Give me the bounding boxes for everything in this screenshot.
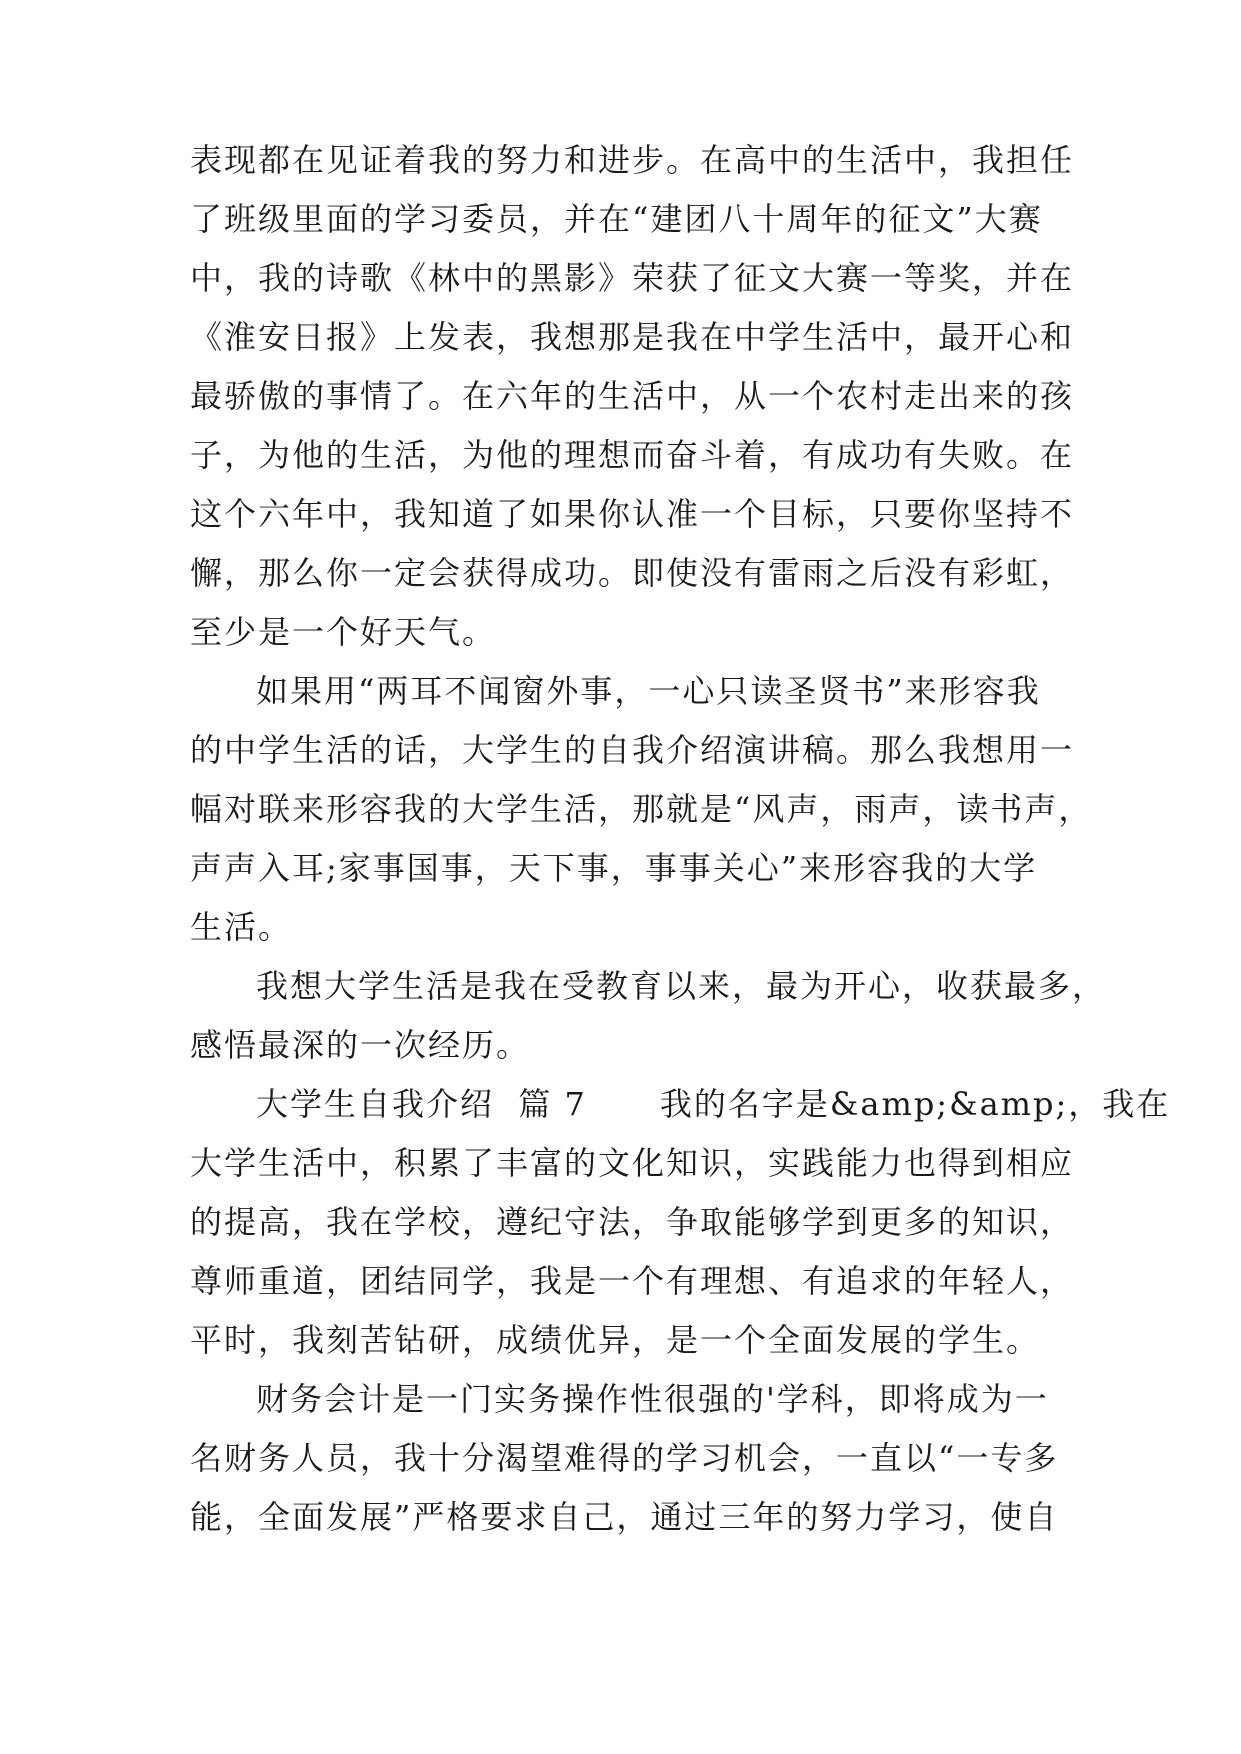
paragraph-first-line: 如果用“两耳不闻窗外事，一心只读圣贤书”来形容我 — [256, 672, 1041, 710]
text-line: 尊师重道，团结同学，我是一个有理想、有追求的年轻人， — [190, 1262, 1075, 1300]
text-line: 生活。 — [190, 908, 293, 946]
text-line: 平时，我刻苦钻研，成绩优异，是一个全面发展的学生。 — [190, 1321, 1041, 1359]
text-line: 这个六年中，我知道了如果你认准一个目标，只要你坚持不 — [190, 495, 1075, 533]
text-line: 幅对联来形容我的大学生活，那就是“风声，雨声，读书声， — [190, 790, 1093, 828]
text-line: 能，全面发展”严格要求自己，通过三年的努力学习，使自 — [190, 1498, 1059, 1536]
text-line: 了班级里面的学习委员，并在“建团八十周年的征文”大赛 — [190, 200, 1043, 238]
text-line: 懈，那么你一定会获得成功。即使没有雷雨之后没有彩虹， — [190, 554, 1075, 592]
text-line: 表现都在见证着我的努力和进步。在高中的生活中，我担任 — [190, 141, 1075, 179]
text-line: 大学生活中，积累了丰富的文化知识，实践能力也得到相应 — [190, 1144, 1075, 1182]
text-line: 的中学生活的话，大学生的自我介绍演讲稿。那么我想用一 — [190, 731, 1075, 769]
text-line: 的提高，我在学校，遵纪守法，争取能够学到更多的知识， — [190, 1203, 1075, 1241]
section-heading-line: 大学生自我介绍 篇 7 我的名字是&amp;&amp;，我在 — [256, 1085, 1171, 1123]
paragraph-first-line: 我想大学生活是我在受教育以来，最为开心，收获最多， — [256, 967, 1107, 1005]
text-line: 名财务人员，我十分渴望难得的学习机会，一直以“一专多 — [190, 1439, 1059, 1477]
text-line: 至少是一个好天气。 — [190, 613, 497, 651]
paragraph-first-line: 财务会计是一门实务操作性很强的'学科，即将成为一 — [256, 1380, 1049, 1418]
text-line: 子，为他的生活，为他的理想而奋斗着，有成功有失败。在 — [190, 436, 1075, 474]
text-line: 声声入耳;家事国事，天下事，事事关心”来形容我的大学 — [190, 849, 1038, 887]
text-line: 中，我的诗歌《林中的黑影》荣获了征文大赛一等奖，并在 — [190, 259, 1075, 297]
text-line: 最骄傲的事情了。在六年的生活中，从一个农村走出来的孩 — [190, 377, 1075, 415]
text-line: 感悟最深的一次经历。 — [190, 1026, 531, 1064]
text-line: 《淮安日报》上发表，我想那是我在中学生活中，最开心和 — [190, 318, 1075, 356]
document-body — [190, 131, 1171, 1547]
